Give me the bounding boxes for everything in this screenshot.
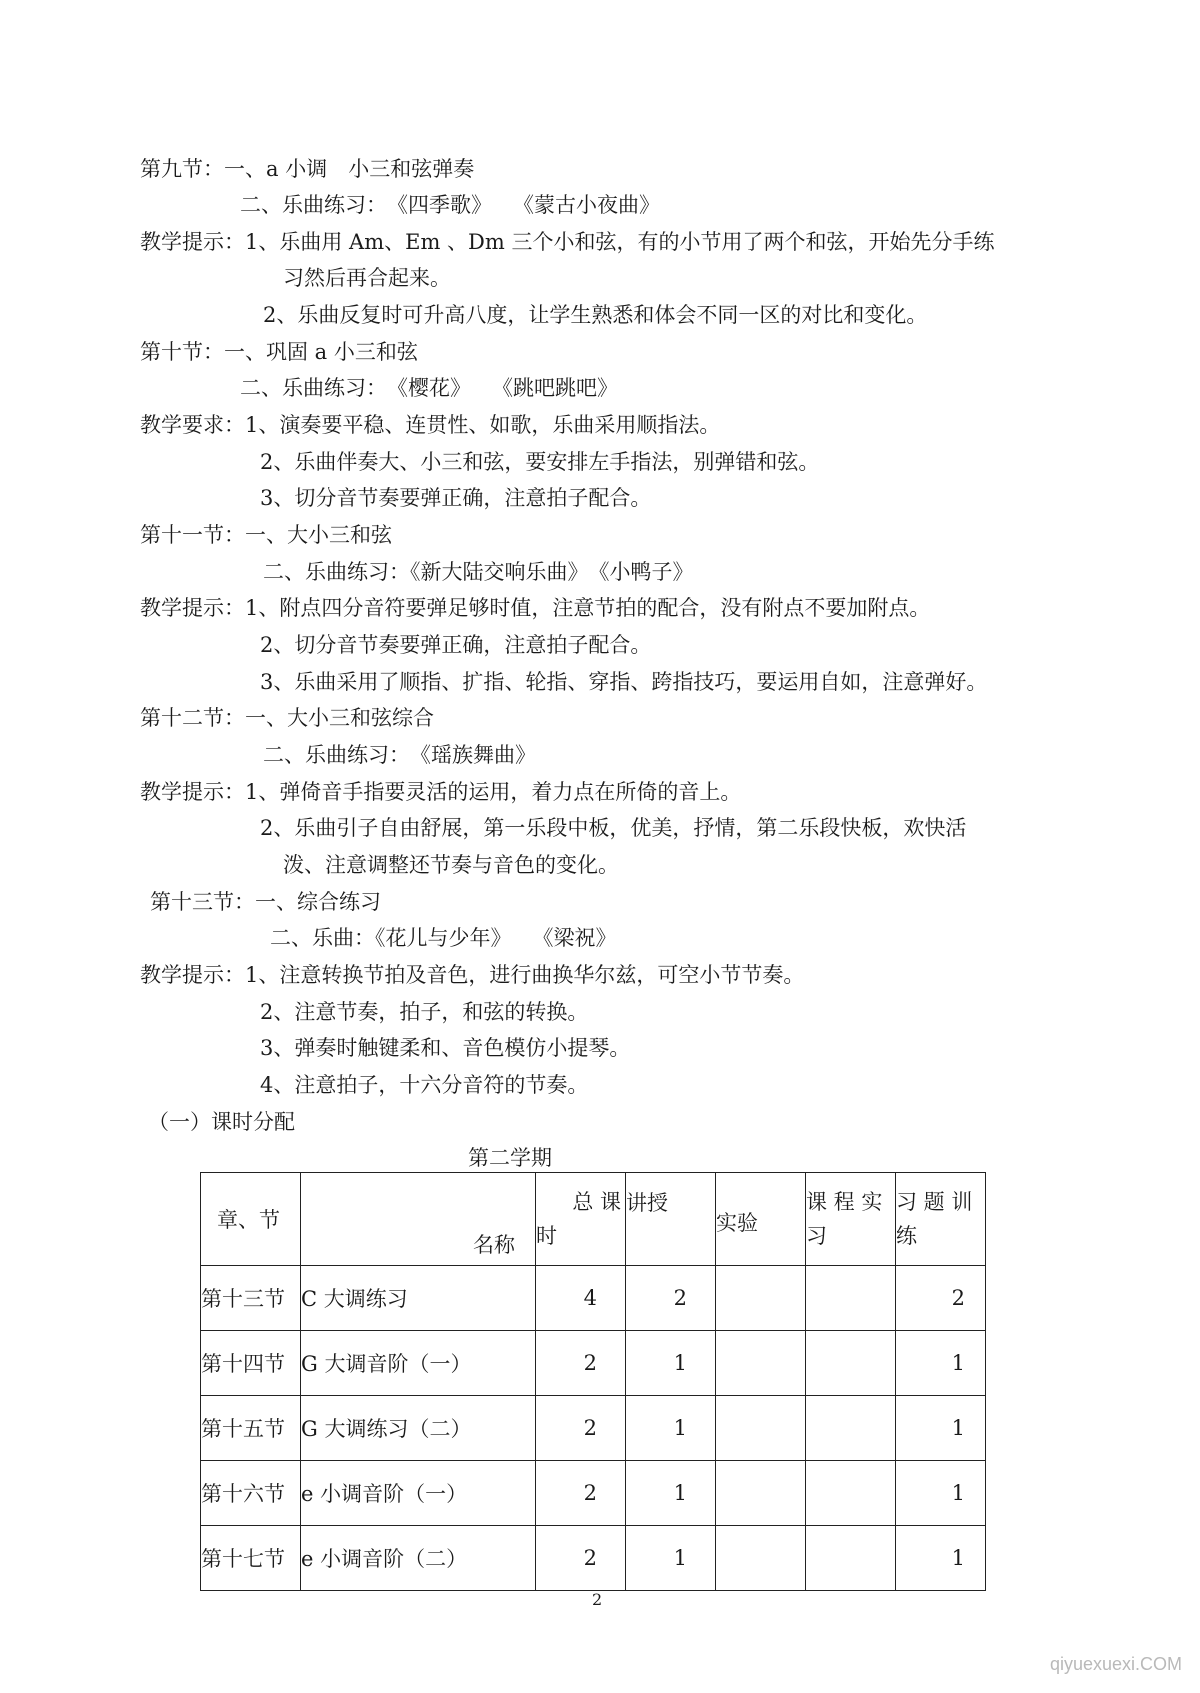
table-header-row bbox=[201, 1173, 986, 1266]
header-exercise-line2: 练 bbox=[896, 1224, 917, 1248]
row-practice-hours bbox=[806, 1396, 896, 1461]
section-11-title: 第十一节：一、大小三和弦 bbox=[140, 523, 392, 547]
row-exercise-hours: 1 bbox=[896, 1461, 986, 1526]
row-name: G 大调练习（二） bbox=[301, 1396, 536, 1461]
table-row bbox=[201, 1266, 986, 1331]
section-11-pieces: 二、乐曲练习：《新大陆交响乐曲》 《小鸭子》 bbox=[263, 560, 694, 584]
row-practice-hours bbox=[806, 1461, 896, 1526]
row-chapter: 第十七节 bbox=[201, 1526, 301, 1591]
section-12-tip-2: 2、乐曲引子自由舒展，第一乐段中板，优美，抒情，第二乐段快板，欢快活 bbox=[260, 816, 967, 840]
header-total-hours-line1: 总 课 bbox=[572, 1190, 621, 1214]
row-exercise-hours: 1 bbox=[896, 1396, 986, 1461]
section-9-tip-1-cont: 习然后再合起来。 bbox=[283, 266, 451, 290]
row-experiment-hours bbox=[716, 1526, 806, 1591]
section-10-req-2: 2、乐曲伴奏大、小三和弦，要安排左手指法，别弹错和弦。 bbox=[260, 450, 820, 474]
row-lecture-hours: 1 bbox=[626, 1331, 716, 1396]
section-11-tip-1: 教学提示：1、附点四分音符要弹足够时值，注意节拍的配合，没有附点不要加附点。 bbox=[140, 596, 931, 620]
row-experiment-hours bbox=[716, 1266, 806, 1331]
row-chapter: 第十三节 bbox=[201, 1266, 301, 1331]
page-number: 2 bbox=[592, 1590, 603, 1609]
section-12-tip-1: 教学提示：1、弹倚音手指要灵活的运用，着力点在所倚的音上。 bbox=[140, 780, 742, 804]
row-exercise-hours: 1 bbox=[896, 1526, 986, 1591]
header-total-hours bbox=[536, 1173, 626, 1266]
hours-table bbox=[200, 1172, 986, 1591]
section-13-tip-1: 教学提示：1、注意转换节拍及音色，进行曲换华尔兹，可空小节节奏。 bbox=[140, 963, 805, 987]
header-experiment: 实验 bbox=[716, 1173, 806, 1266]
section-10-req-1: 教学要求：1、演奏要平稳、连贯性、如歌，乐曲采用顺指法。 bbox=[140, 413, 721, 437]
row-name: C 大调练习 bbox=[301, 1266, 536, 1331]
row-chapter: 第十四节 bbox=[201, 1331, 301, 1396]
row-exercise-hours: 1 bbox=[896, 1331, 986, 1396]
row-name: e 小调音阶（一） bbox=[301, 1461, 536, 1526]
row-practice-hours bbox=[806, 1331, 896, 1396]
row-total-hours: 2 bbox=[536, 1526, 626, 1591]
header-chapter: 章、节 bbox=[201, 1173, 301, 1266]
section-11-tip-2: 2、切分音节奏要弹正确，注意拍子配合。 bbox=[260, 633, 652, 657]
header-exercise-line1: 习 题 训 bbox=[896, 1190, 973, 1214]
header-name: 名称 bbox=[301, 1173, 536, 1266]
table-caption: 第二学期 bbox=[468, 1146, 552, 1170]
row-lecture-hours: 1 bbox=[626, 1461, 716, 1526]
row-lecture-hours: 1 bbox=[626, 1396, 716, 1461]
section-13-pieces: 二、乐曲：《花儿与少年》 《梁祝》 bbox=[270, 926, 617, 950]
section-13-tip-2: 2、注意节奏，拍子，和弦的转换。 bbox=[260, 1000, 589, 1024]
row-total-hours: 2 bbox=[536, 1461, 626, 1526]
row-practice-hours bbox=[806, 1526, 896, 1591]
row-chapter: 第十五节 bbox=[201, 1396, 301, 1461]
section-10-title: 第十节：一、巩固 a 小三和弦 bbox=[140, 340, 418, 364]
section-9-pieces: 二、乐曲练习： 《四季歌》 《蒙古小夜曲》 bbox=[240, 193, 660, 217]
row-chapter: 第十六节 bbox=[201, 1461, 301, 1526]
header-total-hours-line2: 时 bbox=[536, 1224, 557, 1248]
row-exercise-hours: 2 bbox=[896, 1266, 986, 1331]
header-practice-line2: 习 bbox=[806, 1224, 827, 1248]
section-9-title: 第九节：一、a 小调 小三和弦弹奏 bbox=[140, 157, 475, 181]
header-exercise bbox=[896, 1173, 986, 1266]
table-row bbox=[201, 1461, 986, 1526]
section-10-pieces: 二、乐曲练习： 《樱花》 《跳吧跳吧》 bbox=[240, 376, 618, 400]
row-experiment-hours bbox=[716, 1331, 806, 1396]
header-practice-line1: 课 程 实 bbox=[806, 1190, 883, 1214]
section-9-tip-1: 教学提示：1、乐曲用 Am、Em 、Dm 三个小和弦，有的小节用了两个和弦，开始先分手练 bbox=[140, 230, 995, 254]
section-12-pieces: 二、乐曲练习： 《瑶族舞曲》 bbox=[263, 743, 536, 767]
section-11-tip-3: 3、乐曲采用了顺指、扩指、轮指、穿指、跨指技巧，要运用自如，注意弹好。 bbox=[260, 670, 988, 694]
hours-allocation-heading: （一）课时分配 bbox=[148, 1110, 295, 1134]
header-lecture: 讲授 bbox=[626, 1173, 716, 1266]
table-row bbox=[201, 1526, 986, 1591]
section-12-title: 第十二节：一、大小三和弦综合 bbox=[140, 706, 434, 730]
row-lecture-hours: 1 bbox=[626, 1526, 716, 1591]
table-row bbox=[201, 1331, 986, 1396]
row-name: G 大调音阶（一） bbox=[301, 1331, 536, 1396]
row-name: e 小调音阶（二） bbox=[301, 1526, 536, 1591]
section-13-tip-4: 4、注意拍子，十六分音符的节奏。 bbox=[260, 1073, 589, 1097]
row-total-hours: 2 bbox=[536, 1331, 626, 1396]
row-experiment-hours bbox=[716, 1396, 806, 1461]
row-practice-hours bbox=[806, 1266, 896, 1331]
section-13-title: 第十三节：一、综合练习 bbox=[150, 890, 381, 914]
row-total-hours: 2 bbox=[536, 1396, 626, 1461]
watermark-text: qiyuexuexi.COM bbox=[1049, 1654, 1182, 1674]
row-experiment-hours bbox=[716, 1461, 806, 1526]
row-total-hours: 4 bbox=[536, 1266, 626, 1331]
section-9-tip-2: 2、乐曲反复时可升高八度，让学生熟悉和体会不同一区的对比和变化。 bbox=[263, 303, 928, 327]
section-10-req-3: 3、切分音节奏要弹正确，注意拍子配合。 bbox=[260, 486, 652, 510]
header-practice bbox=[806, 1173, 896, 1266]
section-13-tip-3: 3、弹奏时触键柔和、音色模仿小提琴。 bbox=[260, 1036, 631, 1060]
table-row bbox=[201, 1396, 986, 1461]
row-lecture-hours: 2 bbox=[626, 1266, 716, 1331]
section-12-tip-2-cont: 泼、注意调整还节奏与音色的变化。 bbox=[283, 853, 619, 877]
